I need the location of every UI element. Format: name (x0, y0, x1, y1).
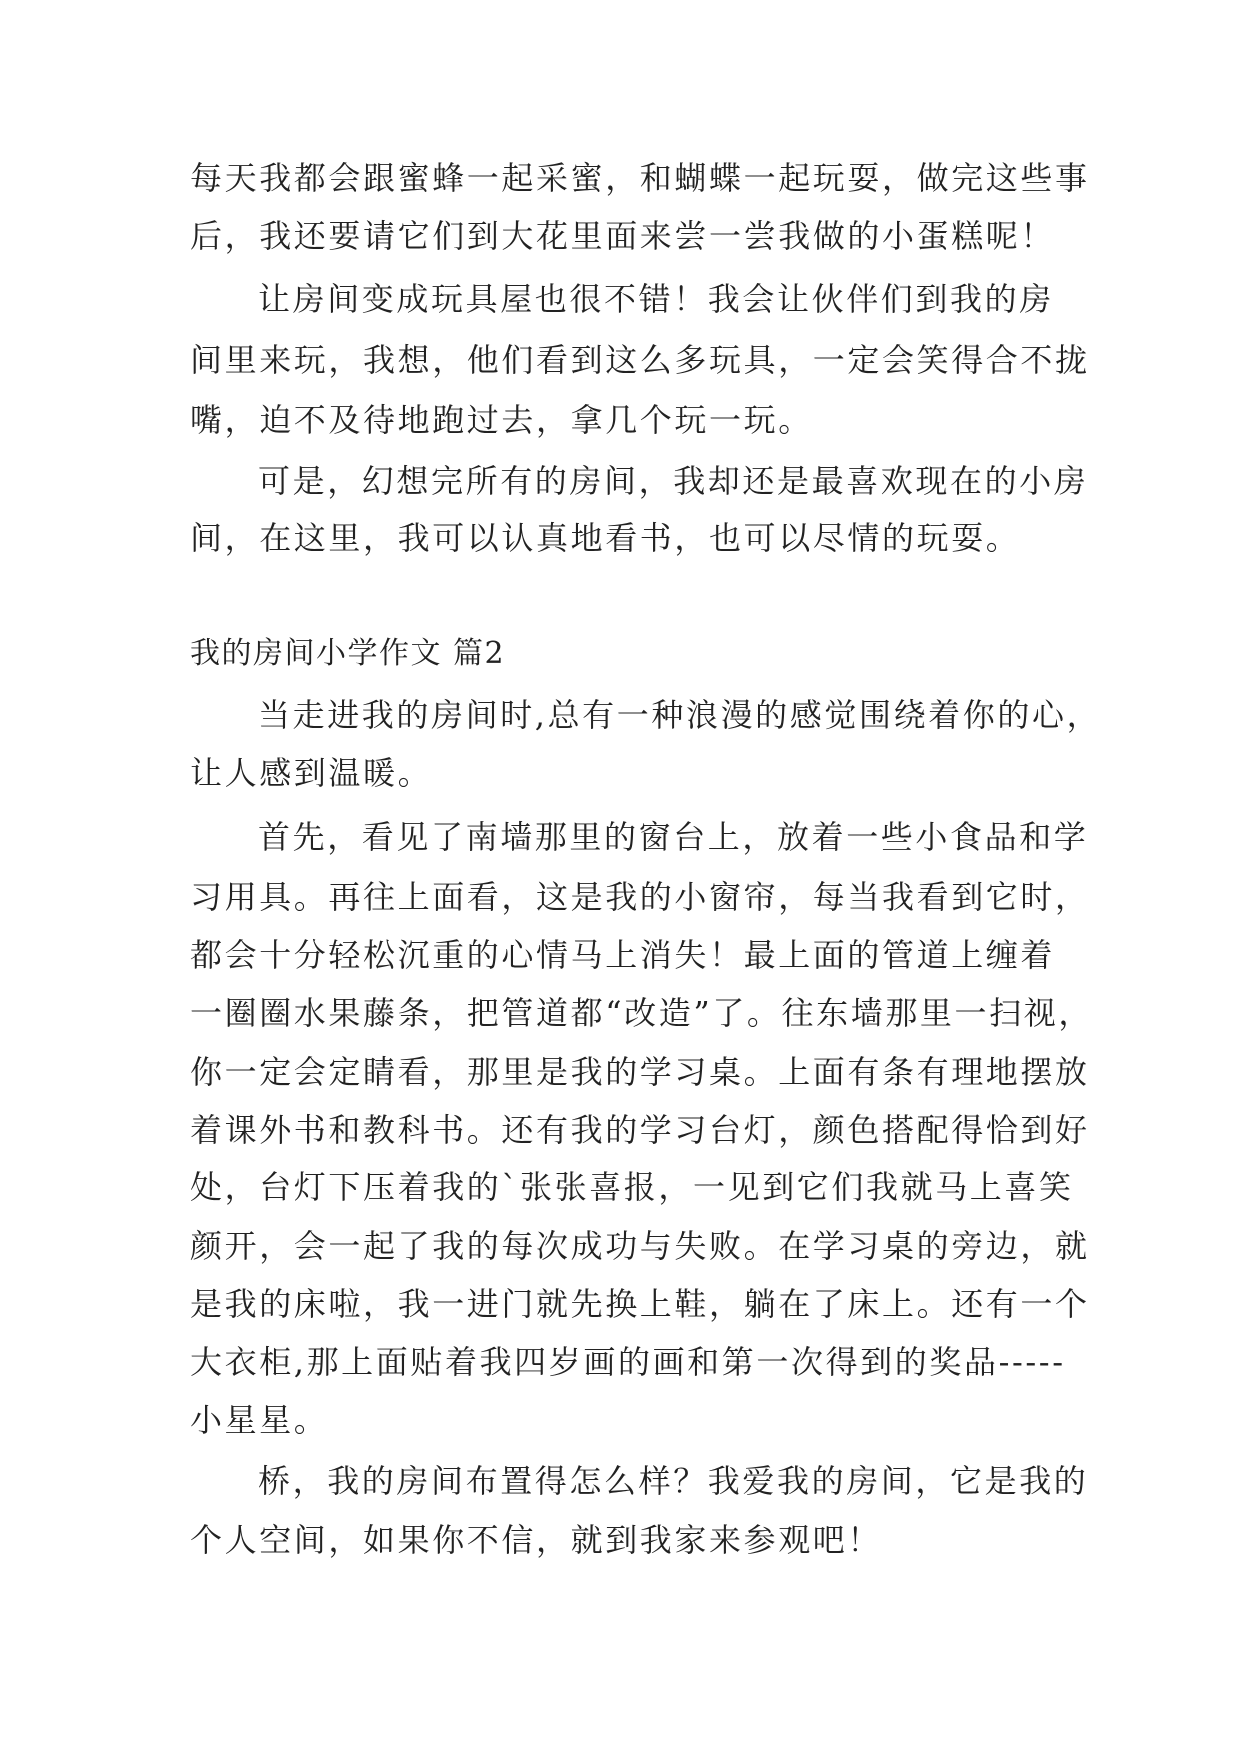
text-line: 大衣柜,那上面贴着我四岁画的画和第一次得到的奖品----- (190, 1343, 1066, 1381)
paragraph-start-line: 桥，我的房间布置得怎么样？我爱我的房间，它是我的 (258, 1462, 1089, 1500)
text-line: 嘴，迫不及待地跑过去，拿几个玩一玩。 (190, 401, 813, 439)
text-line: 是我的床啦，我一进门就先换上鞋，躺在了床上。还有一个 (190, 1285, 1090, 1323)
paragraph-start-line: 让房间变成玩具屋也很不错！我会让伙伴们到我的房 (258, 280, 1054, 318)
text-line: 小星星。 (190, 1401, 329, 1439)
paragraph-start-line: 可是，幻想完所有的房间，我却还是最喜欢现在的小房 (258, 462, 1089, 500)
text-line: 后，我还要请它们到大花里面来尝一尝我做的小蛋糕呢！ (190, 217, 1056, 255)
text-line: 间里来玩，我想，他们看到这么多玩具，一定会笑得合不拢 (190, 341, 1090, 379)
section-heading: 我的房间小学作文 篇2 (190, 636, 506, 671)
text-line: 处，台灯下压着我的`张张喜报，一见到它们我就马上喜笑 (190, 1168, 1074, 1206)
text-line: 颜开，会一起了我的每次成功与失败。在学习桌的旁边，就 (190, 1227, 1090, 1265)
text-line: 每天我都会跟蜜蜂一起采蜜，和蝴蝶一起玩耍，做完这些事 (190, 159, 1090, 197)
text-line: 都会十分轻松沉重的心情马上消失！最上面的管道上缠着 (190, 936, 1056, 974)
paragraph-start-line: 首先，看见了南墙那里的窗台上，放着一些小食品和学 (258, 818, 1089, 856)
text-line: 一圈圈水果藤条，把管道都“改造”了。往东墙那里一扫视， (190, 994, 1093, 1032)
text-line: 习用具。再往上面看，这是我的小窗帘，每当我看到它时， (190, 878, 1090, 916)
text-line: 让人感到温暖。 (190, 754, 433, 792)
text-line: 个人空间，如果你不信，就到我家来参观吧！ (190, 1521, 883, 1559)
text-line: 你一定会定睛看，那里是我的学习桌。上面有条有理地摆放 (190, 1053, 1090, 1091)
text-line: 间，在这里，我可以认真地看书，也可以尽情的玩耍。 (190, 519, 1021, 557)
paragraph-start-line: 当走进我的房间时,总有一种浪漫的感觉围绕着你的心， (258, 696, 1102, 734)
text-line: 着课外书和教科书。还有我的学习台灯，颜色搭配得恰到好 (190, 1111, 1090, 1149)
